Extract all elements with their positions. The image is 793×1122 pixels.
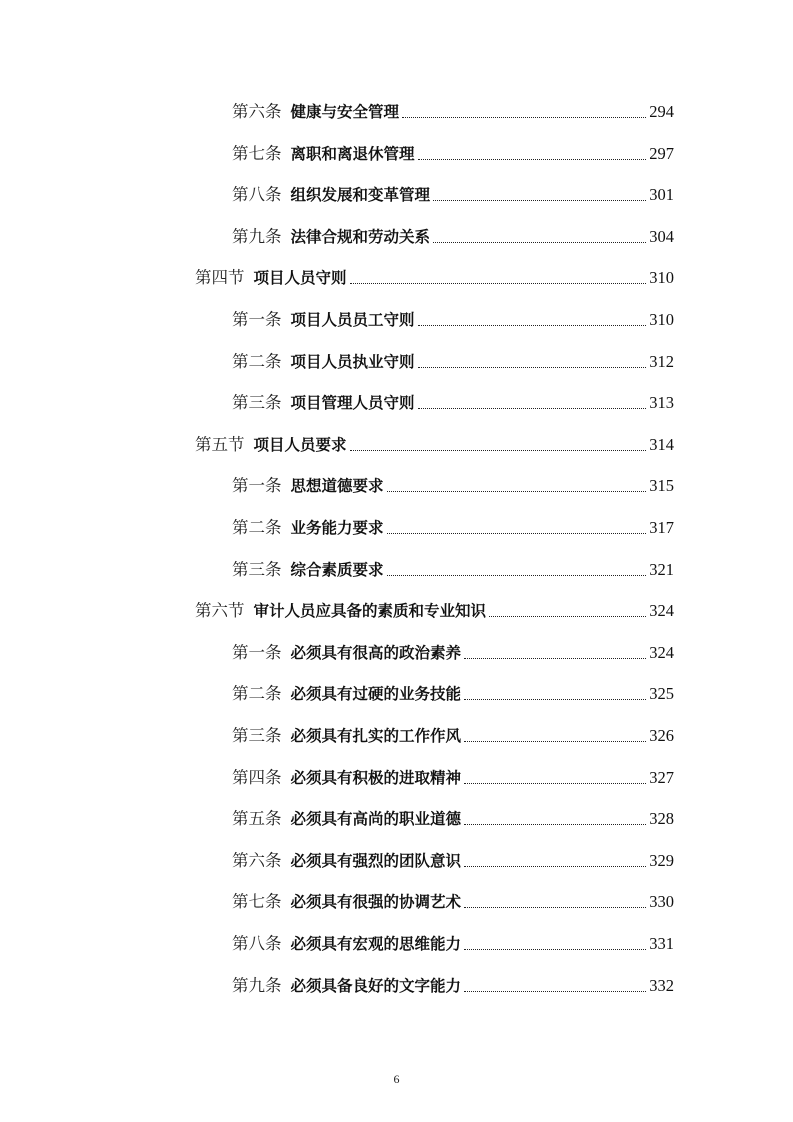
toc-entry-number: 第四节 <box>195 268 245 288</box>
toc-entry-page: 304 <box>649 226 674 246</box>
toc-entry-page: 332 <box>649 975 674 995</box>
toc-entry-title: 业务能力要求 <box>290 519 384 537</box>
toc-article-entry[interactable] <box>232 676 674 704</box>
toc-article-entry[interactable] <box>232 552 674 580</box>
dot-leader <box>464 783 646 784</box>
toc-entry-page: 330 <box>649 892 674 912</box>
toc-article-entry[interactable] <box>232 884 674 912</box>
dot-leader <box>464 824 646 825</box>
toc-article-entry[interactable] <box>232 136 674 164</box>
toc-entry-number: 第五节 <box>195 434 245 454</box>
toc-entry-number: 第七条 <box>232 143 282 163</box>
toc-entry-title: 项目人员员工守则 <box>290 311 415 329</box>
toc-article-entry[interactable] <box>232 801 674 829</box>
dot-leader <box>350 283 647 284</box>
dot-leader <box>418 159 647 160</box>
toc-article-entry[interactable] <box>232 926 674 954</box>
toc-entry-title: 法律合规和劳动关系 <box>290 227 431 246</box>
toc-entry-title: 项目人员执业守则 <box>290 352 415 371</box>
toc-section-entry[interactable] <box>195 593 674 621</box>
toc-entry-title: 组织发展和变革管理 <box>290 186 431 205</box>
dot-leader <box>464 658 646 659</box>
dot-leader <box>387 533 647 534</box>
toc-entry-page: 297 <box>649 143 674 163</box>
toc-entry-number: 第三条 <box>232 559 282 579</box>
toc-entry-title: 必须具有积极的进取精神 <box>290 768 462 787</box>
toc-entry-page: 294 <box>649 102 674 121</box>
toc-entry-title: 必须具有很强的协调艺术 <box>290 893 462 912</box>
toc-article-entry[interactable] <box>232 635 674 663</box>
toc-article-entry[interactable] <box>232 344 674 372</box>
toc-article-entry[interactable] <box>232 177 674 205</box>
toc-entry-number: 第六条 <box>232 102 282 121</box>
toc-entry-number: 第九条 <box>232 226 282 246</box>
toc-article-entry[interactable] <box>232 468 674 496</box>
toc-entry-number: 第三条 <box>232 726 282 745</box>
dot-leader <box>464 699 646 700</box>
toc-entry-page: 310 <box>649 310 674 329</box>
dot-leader <box>387 491 647 492</box>
dot-leader <box>433 242 646 243</box>
toc-entry-number: 第二条 <box>232 518 282 537</box>
toc-article-entry[interactable] <box>232 94 674 122</box>
toc-entry-page: 324 <box>649 642 674 662</box>
toc-entry-number: 第七条 <box>232 892 282 912</box>
toc-entry-page: 328 <box>649 809 674 829</box>
toc-entry-title: 项目人员守则 <box>253 269 347 288</box>
toc-entry-title: 项目管理人员守则 <box>290 394 415 413</box>
toc-entry-title: 必须具有高尚的职业道德 <box>290 810 462 829</box>
toc-entry-page: 329 <box>649 850 674 870</box>
toc-entry-page: 326 <box>649 726 674 745</box>
toc-entry-page: 327 <box>649 767 674 787</box>
dot-leader <box>464 949 646 950</box>
toc-entry-page: 324 <box>649 601 674 621</box>
toc-entry-page: 312 <box>649 351 674 371</box>
toc-entry-title: 必须具有强烈的团队意识 <box>290 851 462 870</box>
dot-leader <box>387 575 647 576</box>
toc-article-entry[interactable] <box>232 302 674 330</box>
toc-entry-title: 必须具有宏观的思维能力 <box>290 935 462 953</box>
toc-entry-page: 331 <box>649 934 674 953</box>
toc-entry-page: 325 <box>649 684 674 704</box>
toc-entry-number: 第一条 <box>232 476 282 496</box>
toc-entry-number: 第二条 <box>232 351 282 371</box>
dot-leader <box>433 200 646 201</box>
toc-article-entry[interactable] <box>232 219 674 247</box>
dot-leader <box>464 907 646 908</box>
dot-leader <box>489 616 646 617</box>
toc-entry-number: 第五条 <box>232 809 282 829</box>
toc-entry-number: 第二条 <box>232 684 282 704</box>
toc-entry-page: 314 <box>649 434 674 454</box>
toc-entry-number: 第一条 <box>232 642 282 662</box>
toc-entry-title: 思想道德要求 <box>290 477 384 496</box>
toc-entry-title: 综合素质要求 <box>290 560 384 579</box>
toc-entry-title: 离职和离退休管理 <box>290 144 415 163</box>
dot-leader <box>418 367 647 368</box>
toc-entry-title: 必须具有很高的政治素养 <box>290 643 462 662</box>
toc-entry-title: 项目人员要求 <box>253 435 347 454</box>
dot-leader <box>464 866 646 867</box>
toc-entry-number: 第八条 <box>232 185 282 205</box>
dot-leader <box>464 741 646 742</box>
toc-article-entry[interactable] <box>232 968 674 996</box>
toc-entry-number: 第九条 <box>232 975 282 995</box>
toc-article-entry[interactable] <box>232 760 674 788</box>
toc-entry-page: 301 <box>649 185 674 205</box>
toc-entry-page: 315 <box>649 476 674 496</box>
toc-section-entry[interactable] <box>195 260 674 288</box>
dot-leader <box>402 117 646 118</box>
page-number: 6 <box>393 1072 400 1086</box>
toc-entry-page: 310 <box>649 268 674 288</box>
toc-entry-page: 317 <box>649 518 674 537</box>
toc-entry-number: 第四条 <box>232 767 282 787</box>
toc-entry-number: 第六节 <box>195 601 245 621</box>
toc-section-entry[interactable] <box>195 427 674 455</box>
dot-leader <box>418 408 647 409</box>
toc-article-entry[interactable] <box>232 510 674 538</box>
dot-leader <box>350 450 647 451</box>
toc-entry-number: 第六条 <box>232 850 282 870</box>
toc-entry-title: 必须具有扎实的工作作风 <box>290 727 462 745</box>
toc-entry-title: 必须具有过硬的业务技能 <box>290 685 462 704</box>
toc-entry-title: 必须具备良好的文字能力 <box>290 976 462 995</box>
toc-entry-page: 321 <box>649 559 674 579</box>
toc-entry-number: 第三条 <box>232 393 282 413</box>
toc-article-entry[interactable] <box>232 843 674 871</box>
toc-entry-title: 健康与安全管理 <box>290 103 400 121</box>
dot-leader <box>464 991 646 992</box>
toc-entry-number: 第一条 <box>232 310 282 329</box>
toc-entry-number: 第八条 <box>232 934 282 953</box>
toc-entry-page: 313 <box>649 393 674 413</box>
toc-entry-title: 审计人员应具备的素质和专业知识 <box>253 602 487 621</box>
toc-article-entry[interactable] <box>232 385 674 413</box>
dot-leader <box>418 325 647 326</box>
toc-article-entry[interactable] <box>232 718 674 746</box>
